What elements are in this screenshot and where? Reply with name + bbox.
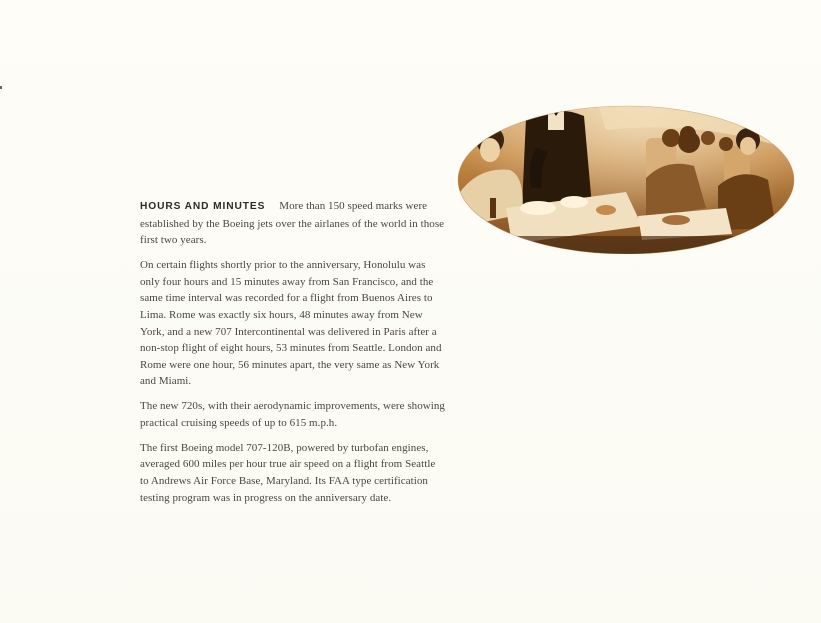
paragraph-2: On certain flights shortly prior to the anniversary, Honolulu was only four hours and 15 minutes away from San Francisco, and the same time interval was recorded for a flight from Buenos Aires to Lima. Rome was exactly six hours, 48 minutes away from New York, and a new 707 Intercontinental was delivered in Paris after a non-stop flight of eight hours, 53 minutes from Seattle. London and Rome were one hour, 56 minutes apart, the very same as New York and Miami. [140,259,442,388]
article-text [140,198,445,515]
cabin-dining-photo-image [456,58,796,254]
page-edge-mark [0,86,2,89]
cabin-dining-photo [456,58,796,254]
paragraph-3: The new 720s, with their aerodynamic improvements, were showing practical cruising speeds of up to 615 m.p.h. [140,400,445,429]
paragraph-1-text: More than 150 speed marks were established by the Boeing jets over the airlanes of the world in those first two years. [140,200,445,247]
paragraph-1 [140,198,445,249]
paragraph-4: The first Boeing model 707-120B, powered by turbofan engines, averaged 600 miles per hour true air speed on a flight from Seattle to Andrews Air Force Base, Maryland. Its FAA type certification testing program was in progress on the anniversary date. [140,441,436,504]
section-heading: HOURS AND MINUTES [140,201,266,212]
